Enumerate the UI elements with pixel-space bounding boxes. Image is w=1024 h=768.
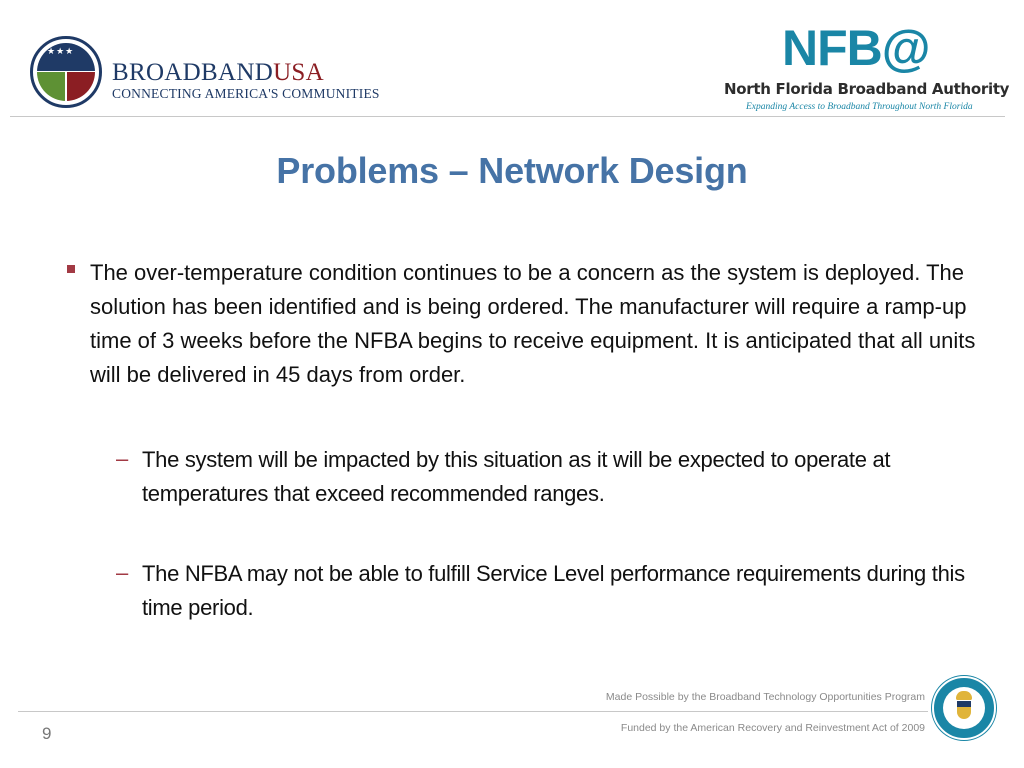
nfba-logo-mark: NFB@ — [782, 20, 930, 76]
dash-bullet-icon: – — [116, 446, 129, 471]
seal-stars-band: ★★★ — [37, 43, 95, 71]
eagle-icon — [956, 691, 972, 700]
nfba-tagline: Expanding Access to Broadband Throughout North Florida — [746, 102, 973, 112]
department-of-commerce-seal-icon — [932, 676, 996, 740]
sub-bullet-text-1: The system will be impacted by this situation as it will be expected to operate at temperatures that exceed recommended ranges. — [142, 447, 891, 506]
square-bullet-icon — [67, 265, 75, 273]
seal-gear-quadrant — [67, 72, 95, 101]
page-number: 9 — [42, 724, 52, 743]
header-divider — [10, 116, 1005, 117]
brand-accent: USA — [273, 59, 324, 86]
brand-main: BROADBAND — [112, 59, 274, 86]
recovery-gov-seal-icon — [30, 36, 102, 108]
footer-btop-credit: Made Possible by the Broadband Technology Opportunities Program — [605, 691, 925, 703]
seal-plant-quadrant — [37, 72, 65, 101]
slide-title: Problems – Network Design — [276, 150, 748, 191]
bullet-text-1: The over-temperature condition continues to be a concern as the system is deployed. The solution has been identified and is being ordered. The manufacturer will require a ramp-up time of 3 weeks before the NFBA begins to receive equipment. It is anticipated that all units will be delivered in 45 days from order. — [90, 260, 976, 387]
footer-arra-credit: Funded by the American Recovery and Reinvestment Act of 2009 — [620, 722, 925, 734]
broadbandusa-tagline: CONNECTING AMERICA'S COMMUNITIES — [112, 86, 380, 101]
nfba-logo-name: North Florida Broadband Authority — [724, 80, 1010, 98]
dash-bullet-icon: – — [116, 560, 129, 585]
sub-bullet-text-2: The NFBA may not be able to fulfill Service Level performance requirements during this time period. — [142, 561, 965, 620]
broadbandusa-logo-text — [112, 60, 324, 86]
footer-divider — [18, 711, 928, 712]
shield-top-band — [957, 701, 971, 707]
